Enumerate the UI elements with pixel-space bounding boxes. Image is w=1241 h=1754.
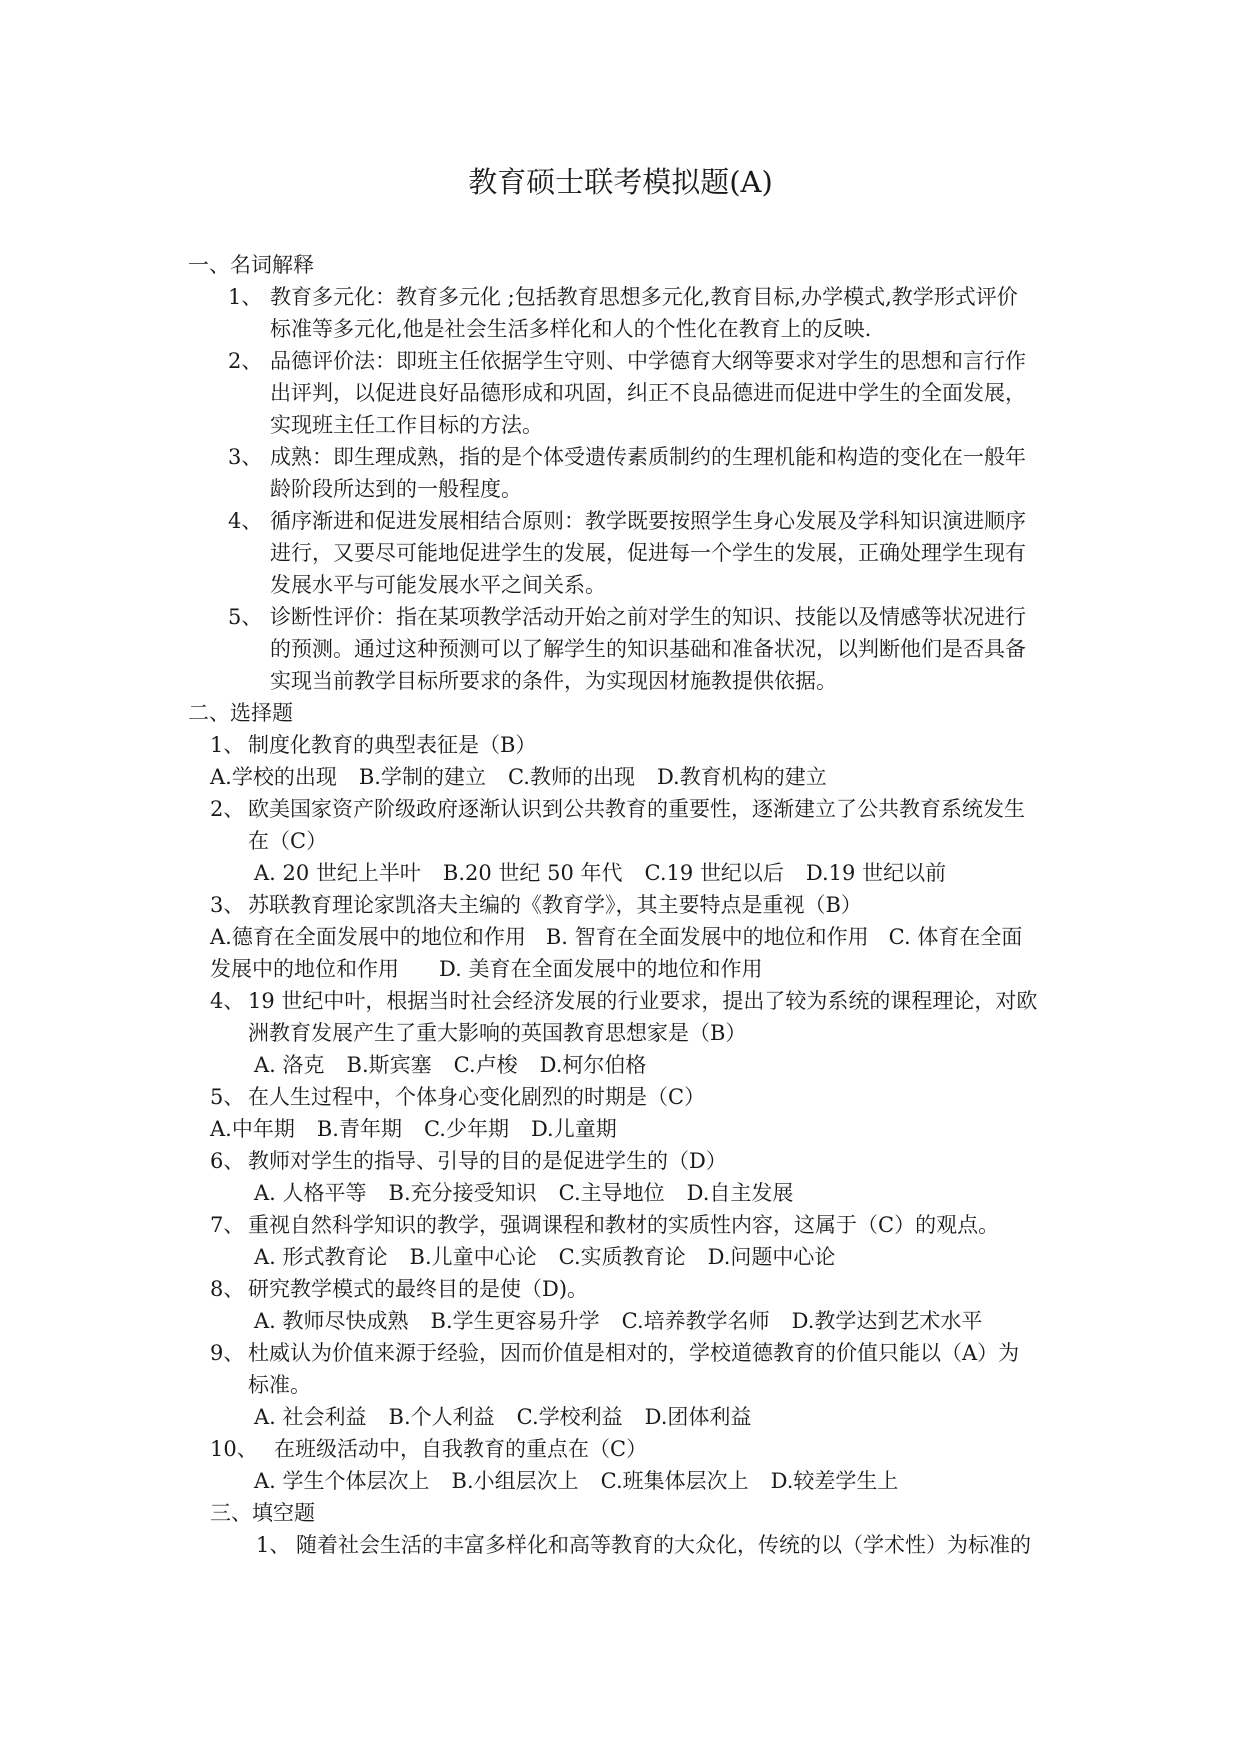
option: A. 人格平等 (254, 1181, 367, 1205)
option: C.少年期 (423, 1117, 509, 1141)
option: C.19 世纪以后 (644, 861, 784, 885)
option-row (254, 858, 946, 888)
option: B.儿童中心论 (409, 1245, 537, 1269)
item-number: 5、 (228, 605, 263, 629)
option: D.柯尔伯格 (539, 1053, 647, 1077)
item-number: 6、 (210, 1149, 245, 1173)
option-text-line: 发展中的地位和作用 D. 美育在全面发展中的地位和作用 (210, 957, 763, 981)
definition-text-line: 发展水平与可能发展水平之间关系。 (270, 573, 606, 597)
definition-text-line: 出评判，以促进良好品德形成和巩固，纠正不良品德进而促进中学生的全面发展， (270, 381, 1026, 405)
question-text-line: 在人生过程中，个体身心变化剧烈的时期是（C） (248, 1085, 706, 1109)
section-heading-definitions: 一、名词解释 (188, 253, 314, 277)
option: D.儿童期 (530, 1117, 617, 1141)
option: C.班集体层次上 (600, 1469, 749, 1493)
option: D.教学达到艺术水平 (791, 1309, 983, 1333)
option-text-line: A.德育在全面发展中的地位和作用 B. 智育在全面发展中的地位和作用 C. 体育在全面 (210, 925, 1023, 949)
question-text-line: 杜威认为价值来源于经验，因而价值是相对的，学校道德教育的价值只能以（A）为 (248, 1341, 1020, 1365)
document-title: 教育硕士联考模拟题(A) (468, 165, 773, 199)
question-text-line: 洲教育发展产生了重大影响的英国教育思想家是（B） (248, 1021, 747, 1045)
question-text-line: 在（C） (248, 829, 328, 853)
option: A.中年期 (210, 1117, 295, 1141)
item-number: 1、 (256, 1533, 291, 1557)
option: C.培养教学名师 (621, 1309, 770, 1333)
option: C.主导地位 (558, 1181, 665, 1205)
question-text-line: 重视自然科学知识的教学，强调课程和教材的实质性内容，这属于（C）的观点。 (248, 1213, 1000, 1237)
definition-text-line: 诊断性评价：指在某项教学活动开始之前对学生的知识、技能以及情感等状况进行 (270, 605, 1026, 629)
option: C.教师的出现 (507, 765, 635, 789)
definition-text-line: 教育多元化：教育多元化 ;包括教育思想多元化,教育目标,办学模式,教学形式评价 (270, 285, 1018, 309)
item-number: 4、 (228, 509, 263, 533)
option: D.较差学生上 (770, 1469, 899, 1493)
item-number: 5、 (210, 1085, 245, 1109)
option: B.小组层次上 (451, 1469, 579, 1493)
item-number: 1、 (228, 285, 263, 309)
item-number: 3、 (228, 445, 263, 469)
option: D.教育机构的建立 (656, 765, 827, 789)
option: A.学校的出现 (210, 765, 337, 789)
fill-blank-text-line: 随着社会生活的丰富多样化和高等教育的大众化，传统的以（学术性）为标准的 (296, 1533, 1031, 1557)
definition-text-line: 品德评价法：即班主任依据学生守则、中学德育大纲等要求对学生的思想和言行作 (270, 349, 1026, 373)
option-row (254, 1466, 898, 1496)
section-heading-multiple-choice: 二、选择题 (188, 701, 293, 725)
option: B.学制的建立 (358, 765, 486, 789)
option-row (254, 1402, 751, 1432)
option-row (254, 1306, 982, 1336)
option: D.19 世纪以前 (805, 861, 947, 885)
option: A. 20 世纪上半叶 (254, 861, 421, 885)
question-text-line: 研究教学模式的最终目的是使（D)。 (248, 1277, 589, 1301)
option-row (254, 1242, 835, 1272)
definition-text-line: 的预测。通过这种预测可以了解学生的知识基础和准备状况，以判断他们是否具备 (270, 637, 1026, 661)
question-text-line: 教师对学生的指导、引导的目的是促进学生的（D） (248, 1149, 727, 1173)
item-number: 9、 (210, 1341, 245, 1365)
section-heading-fill-blank: 三、填空题 (210, 1501, 315, 1525)
option: D.团体利益 (644, 1405, 752, 1429)
option: C.学校利益 (516, 1405, 623, 1429)
item-number: 4、 (210, 989, 245, 1013)
option-row (254, 1050, 646, 1080)
option: A. 洛克 (254, 1053, 325, 1077)
option: A. 学生个体层次上 (254, 1469, 430, 1493)
option-row (210, 1114, 617, 1144)
item-number: 1、 (210, 733, 245, 757)
option: A. 社会利益 (254, 1405, 367, 1429)
item-number: 2、 (210, 797, 245, 821)
question-text-line: 制度化教育的典型表征是（B） (248, 733, 537, 757)
option: B.20 世纪 50 年代 (442, 861, 623, 885)
definition-text-line: 标准等多元化,他是社会生活多样化和人的个性化在教育上的反映. (270, 317, 872, 341)
definition-text-line: 成熟：即生理成熟，指的是个体受遗传素质制约的生理机能和构造的变化在一般年 (270, 445, 1026, 469)
item-number: 10、 (210, 1437, 258, 1461)
item-number: 3、 (210, 893, 245, 917)
question-text-line: 苏联教育理论家凯洛夫主编的《教育学》，其主要特点是重视（B） (248, 893, 862, 917)
option: B.学生更容易升学 (430, 1309, 600, 1333)
option: A. 形式教育论 (254, 1245, 388, 1269)
definition-text-line: 实现班主任工作目标的方法。 (270, 413, 543, 437)
option: A. 教师尽快成熟 (254, 1309, 409, 1333)
option-row (254, 1178, 793, 1208)
definition-text-line: 实现当前教学目标所要求的条件，为实现因材施教提供依据。 (270, 669, 837, 693)
option: B.青年期 (316, 1117, 402, 1141)
item-number: 8、 (210, 1277, 245, 1301)
item-number: 7、 (210, 1213, 245, 1237)
option: C.实质教育论 (558, 1245, 686, 1269)
definition-text-line: 循序渐进和促进发展相结合原则：教学既要按照学生身心发展及学科知识演进顺序 (270, 509, 1026, 533)
option: D.自主发展 (686, 1181, 794, 1205)
option: B.个人利益 (388, 1405, 495, 1429)
option: B.充分接受知识 (388, 1181, 537, 1205)
option-row (210, 762, 827, 792)
option: D.问题中心论 (707, 1245, 836, 1269)
definition-text-line: 龄阶段所达到的一般程度。 (270, 477, 522, 501)
question-text-line: 19 世纪中叶，根据当时社会经济发展的行业要求，提出了较为系统的课程理论，对欧 (248, 989, 1038, 1013)
question-text-line: 欧美国家资产阶级政府逐渐认识到公共教育的重要性，逐渐建立了公共教育系统发生 (248, 797, 1025, 821)
question-text-line: 在班级活动中，自我教育的重点在（C） (274, 1437, 648, 1461)
option: B.斯宾塞 (346, 1053, 432, 1077)
option: C.卢梭 (453, 1053, 518, 1077)
item-number: 2、 (228, 349, 263, 373)
definition-text-line: 进行，又要尽可能地促进学生的发展，促进每一个学生的发展，正确处理学生现有 (270, 541, 1026, 565)
question-text-line: 标准。 (248, 1373, 311, 1397)
